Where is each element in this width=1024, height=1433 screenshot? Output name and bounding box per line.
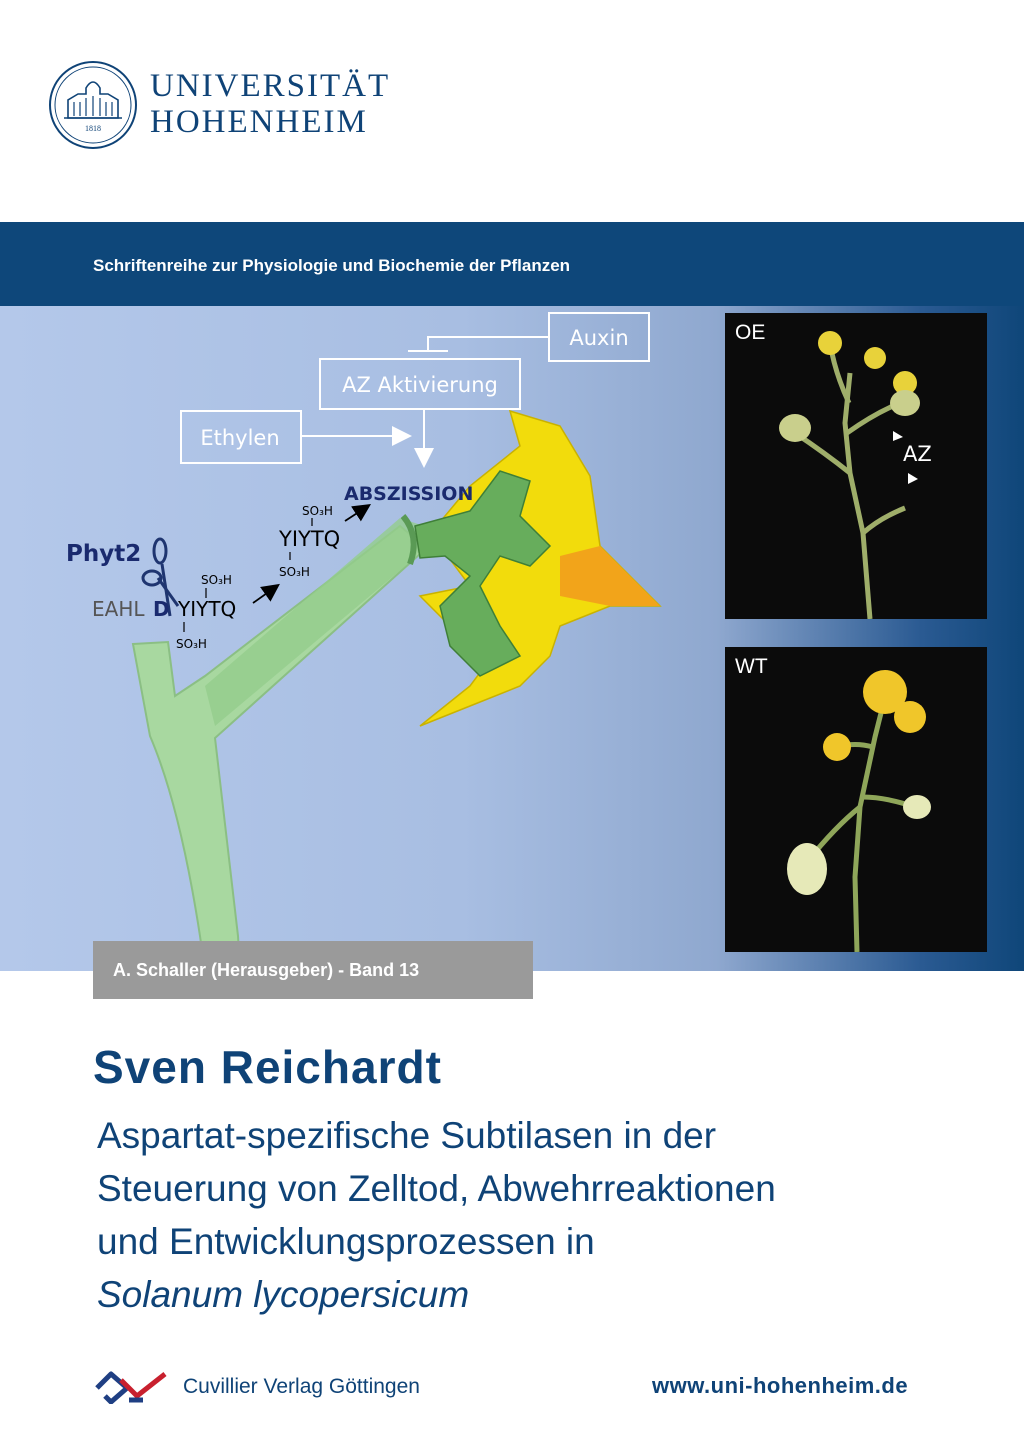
university-name-line1: UNIVERSITÄT xyxy=(150,68,391,104)
author-name: Sven Reichardt xyxy=(93,1041,442,1093)
sulfate-label: SO₃H xyxy=(302,504,333,518)
editor-volume-badge: A. Schaller (Herausgeber) - Band 13 xyxy=(93,941,533,999)
cleavage-residue: D xyxy=(153,597,170,621)
oe-label: OE xyxy=(735,321,766,344)
peptide-prefix: EAHL xyxy=(92,597,145,621)
peptide-suffix: YIYTQ xyxy=(178,597,237,621)
publisher-logo xyxy=(93,1370,169,1404)
flower-petals-shape xyxy=(420,411,660,726)
stem-shape xyxy=(133,526,420,971)
auxin-inhibition-line xyxy=(428,337,549,351)
photo-overexpression xyxy=(725,313,987,619)
book-title-line-2: Steuerung von Zelltod, Abwehrreaktionen xyxy=(97,1168,776,1209)
university-name-line2: HOHENHEIM xyxy=(150,104,368,140)
sulfate-label: SO₃H xyxy=(176,637,207,651)
sulfate-label: SO₃H xyxy=(279,565,310,579)
publisher-name: Cuvillier Verlag Göttingen xyxy=(183,1375,420,1398)
wt-label: WT xyxy=(735,655,768,678)
sulfate-label: SO₃H xyxy=(201,573,232,587)
ethylen-label: Ethylen xyxy=(200,426,280,450)
photo-wildtype xyxy=(725,647,987,952)
book-title-line-1: Aspartat-spezifische Subtilasen in der xyxy=(97,1115,717,1156)
website-link[interactable]: www.uni-hohenheim.de xyxy=(652,1373,909,1398)
series-title: Schriftenreihe zur Physiologie und Biochemie der Pflanzen xyxy=(93,256,571,275)
az-activation-label: AZ Aktivierung xyxy=(342,373,498,397)
enzyme-label: Phyt2 xyxy=(66,541,142,567)
university-seal-logo xyxy=(48,60,138,150)
processing-arrow xyxy=(253,586,277,603)
az-label: AZ xyxy=(903,442,932,466)
abscission-label: ABSZISSION xyxy=(344,483,474,505)
university-name xyxy=(150,68,390,140)
svg-text:1818: 1818 xyxy=(85,124,101,133)
abscission-arrow xyxy=(345,506,368,521)
book-title-line-3: und Entwicklungsprozessen in xyxy=(97,1221,595,1262)
peptide-product: YIYTQ xyxy=(279,527,341,551)
auxin-label: Auxin xyxy=(569,326,629,350)
book-title-line-4: Solanum lycopersicum xyxy=(97,1274,470,1315)
